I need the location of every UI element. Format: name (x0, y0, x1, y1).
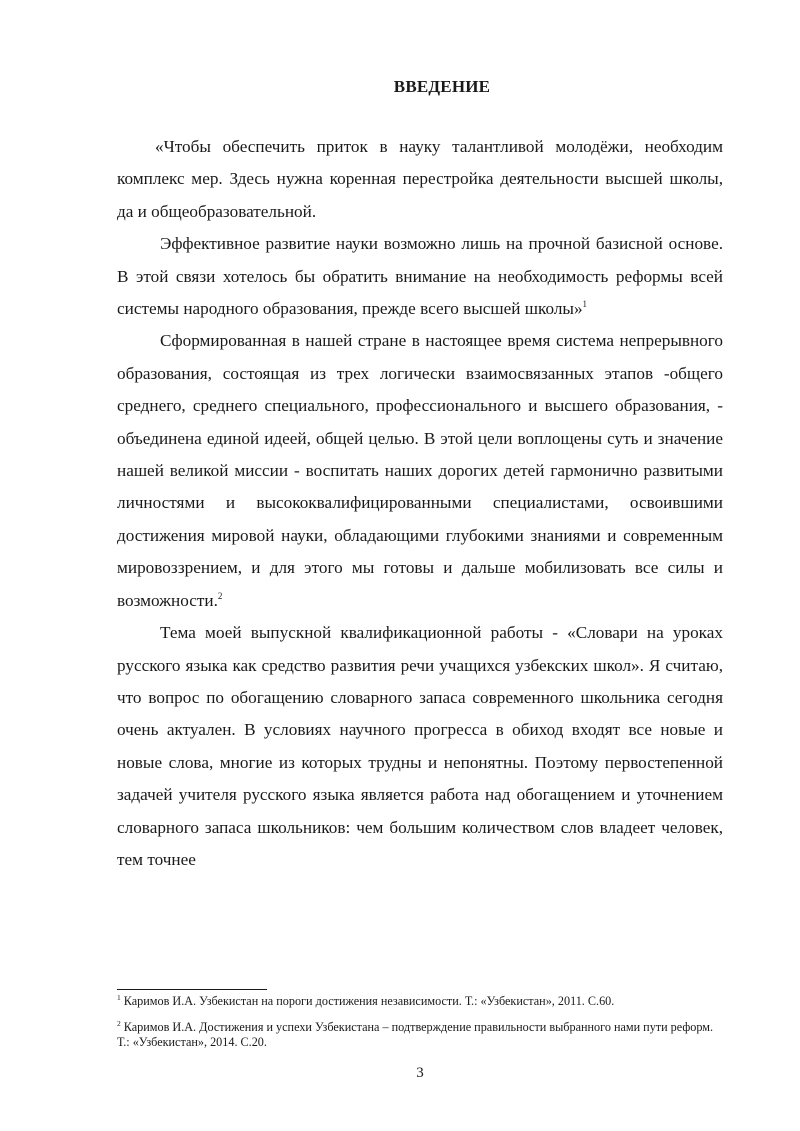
footnote-text: Каримов И.А. Достижения и успехи Узбекистана – подтверждение правильности выбранного нами пути реформ. Т.: «Узбекистан», 2014. С.20. (117, 1019, 713, 1049)
footnote-separator (117, 989, 267, 990)
paragraph-quote-continued (117, 228, 723, 325)
paragraph-text: Сформированная в нашей стране в настоящее время система непрерывного образования, состоящая из трех логически взаимосвязанных этапов -общего среднего, среднего специального, профессионального и высшего образования, - объединена единой идеей, общей целью. В этой цели воплощены суть и значение нашей великой миссии - воспитать наших дорогих детей гармонично развитыми личностями и высококвалифицированными специалистами, освоившими достижения мировой науки, обладающими глубокими знаниями и современным мировоззрением, и для этого мы готовы и дальше мобилизовать все силы и возможности. (117, 331, 723, 610)
footnote (117, 1020, 723, 1051)
footnotes (117, 994, 723, 1061)
page-number: 3 (416, 1065, 424, 1081)
paragraph-quote (117, 131, 723, 228)
footnote-reference[interactable]: 1 (582, 299, 588, 310)
footnote-mark: 2 (117, 1018, 121, 1028)
paragraph-thesis-topic (117, 617, 723, 876)
paragraph-text: Эффективное развитие науки возможно лишь на прочной базисной основе. В этой связи хотелось бы обратить внимание на необходимость реформы всей системы народного образования, прежде всего высшей школы» (117, 234, 723, 319)
footnote-text: Каримов И.А. Узбекистан на пороги достижения независимости. Т.: «Узбекистан», 2011. С.60. (123, 994, 615, 1008)
paragraph-education-system (117, 325, 723, 617)
footnote-reference[interactable]: 2 (217, 590, 223, 601)
paragraph-text: «Чтобы обеспечить приток в науку талантливой молодёжи, необходим комплекс мер. Здесь нужна коренная перестройка деятельности высшей школы, да и общеобразовательной. (117, 137, 723, 221)
body-text (117, 131, 723, 876)
paragraph-text: Тема моей выпускной квалификационной работы - «Словари на уроках русского языка как средство развития речи учащихся узбекских школ». Я считаю, что вопрос по обогащению словарного запаса современного школьника сегодня очень актуален. В условиях научного прогресса в обиход входят все новые и новые слова, многие из которых трудны и непонятны. Поэтому первостепенной задачей учителя русского языка является работа над обогащением и уточнением словарного запаса школьников: чем большим количеством слов владеет человек, тем точнее (117, 623, 723, 869)
page-title: ВВЕДЕНИЕ (393, 77, 491, 96)
footnote-mark: 1 (117, 993, 121, 1002)
footnote (117, 994, 723, 1010)
document-page (117, 0, 723, 1131)
